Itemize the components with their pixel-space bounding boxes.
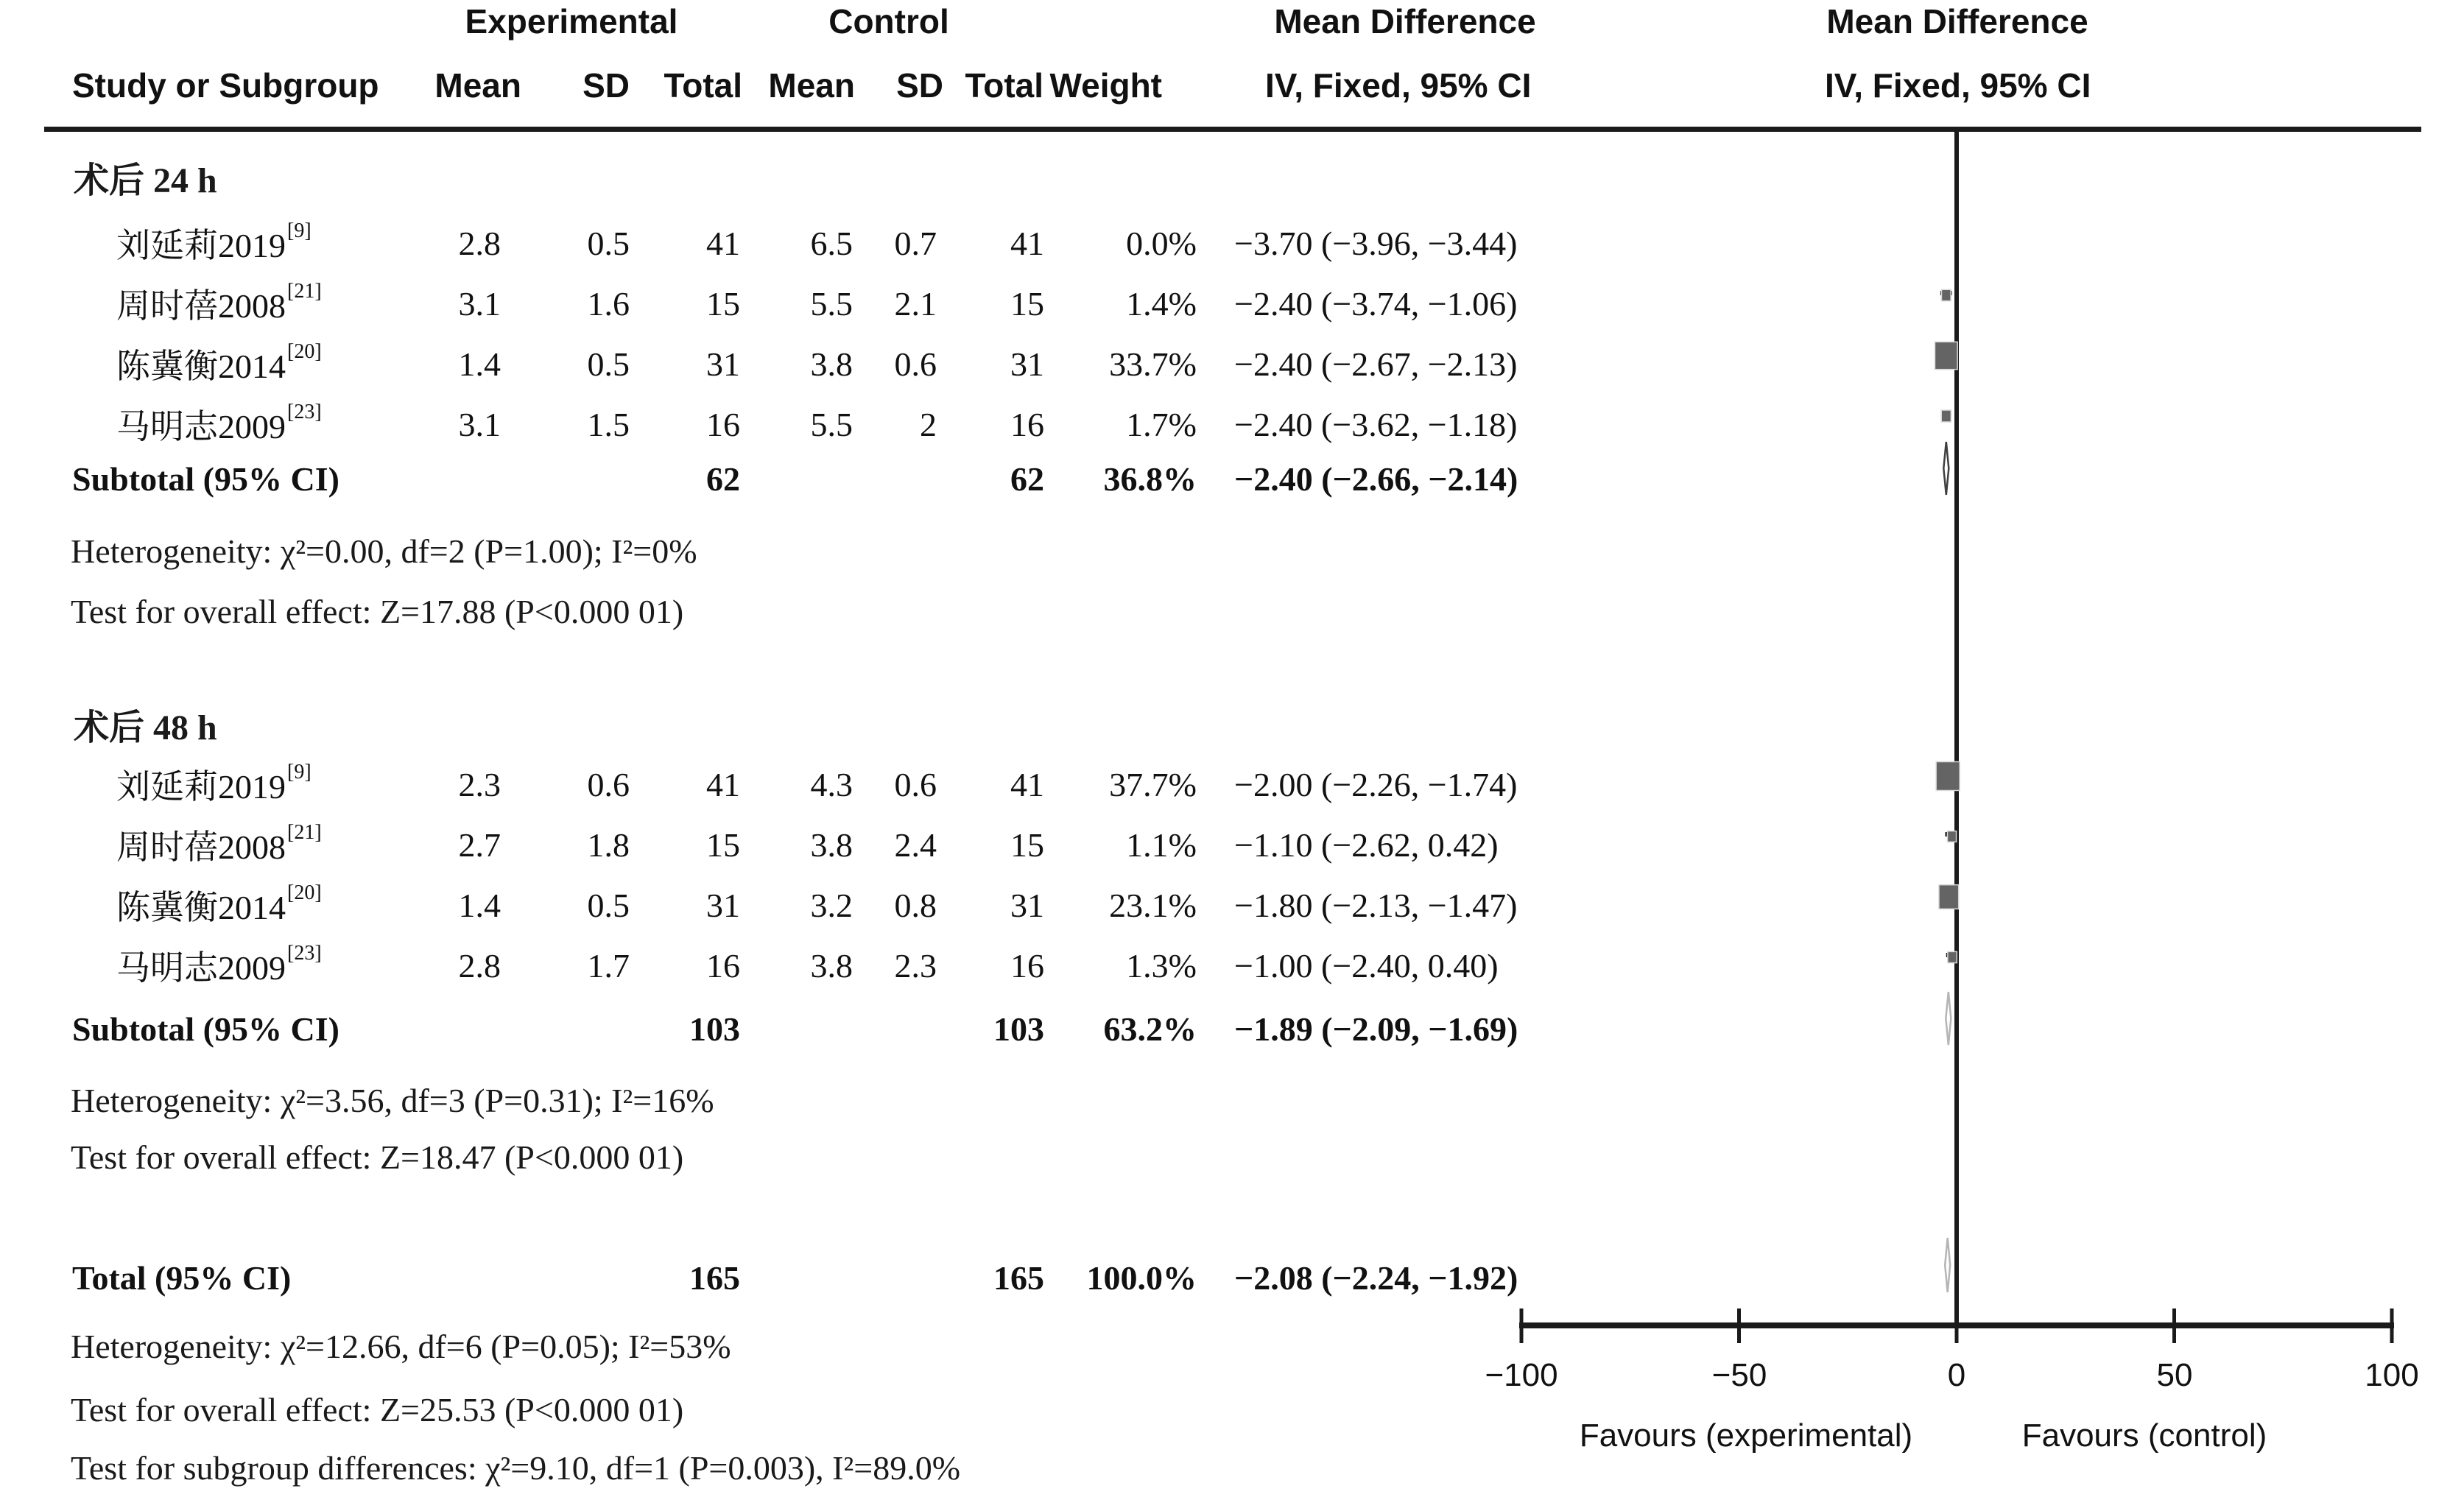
- cell-ci-text: −2.40 (−2.67, −2.13): [1234, 345, 1518, 383]
- heterogeneity-48h: Heterogeneity: χ²=3.56, df=3 (P=0.31); I²=16%: [71, 1081, 714, 1119]
- cell-ci-text: −1.80 (−2.13, −1.47): [1234, 886, 1518, 924]
- axis-tick-0: 0: [1947, 1357, 1966, 1393]
- total-total-control: 165: [993, 1258, 1044, 1297]
- cell-total-control: 16: [1010, 946, 1044, 985]
- cell-sd-control: 2.4: [894, 825, 937, 864]
- cell-sd-control: 0.6: [894, 345, 937, 383]
- cell-mean-experimental: 3.1: [458, 405, 501, 443]
- effect-square: [1942, 289, 1951, 300]
- cell-sd-control: 2.3: [894, 946, 937, 985]
- subtotal-label: Subtotal (95% CI): [72, 459, 339, 498]
- reference-superscript: [23]: [287, 942, 322, 965]
- cell-weight: 37.7%: [1109, 765, 1197, 803]
- column-group-control: Control: [828, 2, 949, 40]
- subtotal-ci-text: −2.40 (−2.66, −2.14): [1234, 459, 1518, 498]
- cell-sd-experimental: 0.5: [587, 886, 630, 924]
- reference-superscript: [21]: [287, 280, 322, 303]
- cell-total-control: 15: [1010, 825, 1044, 864]
- cell-sd-control: 2: [920, 405, 937, 443]
- cell-mean-experimental: 2.7: [458, 825, 501, 864]
- mean-experimental-header: Mean: [434, 66, 521, 105]
- cell-mean-experimental: 1.4: [458, 345, 501, 383]
- study-label: 陈冀衡2014 [20]: [116, 340, 322, 385]
- cell-ci-text: −3.70 (−3.96, −3.44): [1234, 224, 1518, 262]
- cell-sd-experimental: 0.5: [587, 345, 630, 383]
- cell-weight: 33.7%: [1109, 345, 1197, 383]
- cell-total-control: 15: [1010, 284, 1044, 323]
- cell-sd-control: 0.6: [894, 765, 937, 803]
- weight-header: Weight: [1049, 66, 1162, 105]
- column-group-experimental: Experimental: [465, 2, 678, 40]
- study-label: 周时蓓2008 [21]: [116, 280, 322, 325]
- axis-tick-minus50: −50: [1711, 1357, 1767, 1393]
- cell-ci-text: −2.40 (−3.62, −1.18): [1234, 405, 1518, 443]
- cell-weight: 23.1%: [1109, 886, 1197, 924]
- total-diamond: [1945, 1238, 1950, 1292]
- cell-ci-text: −1.10 (−2.62, 0.42): [1234, 825, 1499, 864]
- total-ci-text: −2.08 (−2.24, −1.92): [1234, 1258, 1518, 1297]
- cell-total-control: 31: [1010, 886, 1044, 924]
- cell-mean-control: 4.3: [810, 765, 853, 803]
- study-label: 马明志2009 [23]: [116, 942, 322, 987]
- cell-total-control: 16: [1010, 405, 1044, 443]
- heterogeneity-total: Heterogeneity: χ²=12.66, df=6 (P=0.05); I²=53%: [71, 1327, 731, 1365]
- study-label: 刘延莉2019 [9]: [116, 219, 311, 264]
- study-label: 陈冀衡2014 [20]: [116, 881, 322, 926]
- subtotal-total-control: 103: [993, 1010, 1044, 1048]
- sd-experimental-header: SD: [582, 66, 630, 105]
- heterogeneity-24h: Heterogeneity: χ²=0.00, df=2 (P=1.00); I²=0%: [71, 532, 697, 570]
- iv-fixed-ci-header-left: IV, Fixed, 95% CI: [1265, 66, 1532, 105]
- axis-tick-mark: [1737, 1308, 1741, 1343]
- cell-sd-experimental: 1.5: [587, 405, 630, 443]
- subtotal-total-experimental: 62: [706, 459, 740, 498]
- cell-sd-experimental: 1.8: [587, 825, 630, 864]
- cell-total-experimental: 41: [706, 765, 740, 803]
- overall-effect-24h: Test for overall effect: Z=17.88 (P<0.000 01): [71, 592, 684, 630]
- cell-total-experimental: 16: [706, 946, 740, 985]
- subgroup-heading-24h: 术后 24 h: [74, 161, 217, 200]
- zero-line: [1954, 132, 1959, 1325]
- cell-sd-control: 0.7: [894, 224, 937, 262]
- cell-ci-text: −2.40 (−3.74, −1.06): [1234, 284, 1518, 323]
- cell-sd-experimental: 1.6: [587, 284, 630, 323]
- reference-superscript: [20]: [287, 881, 322, 904]
- cell-mean-control: 3.8: [810, 946, 853, 985]
- cell-weight: 1.1%: [1126, 825, 1197, 864]
- total-experimental-header: Total: [663, 66, 742, 105]
- subtotal-total-experimental: 103: [689, 1010, 740, 1048]
- axis-tick-mark: [2172, 1308, 2176, 1343]
- subtotal-ci-text: −1.89 (−2.09, −1.69): [1234, 1010, 1518, 1048]
- mean-difference-header-right: Mean Difference: [1826, 2, 2088, 40]
- reference-superscript: [20]: [287, 340, 322, 363]
- effect-square: [1947, 831, 1956, 842]
- reference-superscript: [9]: [287, 219, 311, 242]
- study-or-subgroup-header: Study or Subgroup: [72, 66, 379, 105]
- total-control-header: Total: [965, 66, 1043, 105]
- cell-sd-experimental: 0.5: [587, 224, 630, 262]
- axis-tick-50: 50: [2156, 1357, 2193, 1393]
- subtotal-weight: 63.2%: [1103, 1010, 1197, 1048]
- cell-ci-text: −2.00 (−2.26, −1.74): [1234, 765, 1518, 803]
- cell-weight: 1.3%: [1126, 946, 1197, 985]
- cell-total-experimental: 31: [706, 345, 740, 383]
- cell-sd-control: 2.1: [894, 284, 937, 323]
- cell-mean-experimental: 2.3: [458, 765, 501, 803]
- cell-total-control: 41: [1010, 224, 1044, 262]
- subtotal-total-control: 62: [1010, 459, 1044, 498]
- subgroup-heading-48h: 术后 48 h: [74, 708, 217, 747]
- axis-tick-minus100: −100: [1485, 1357, 1558, 1393]
- mean-difference-header-left: Mean Difference: [1274, 2, 1536, 40]
- total-label: Total (95% CI): [72, 1258, 292, 1297]
- subgroup-differences: Test for subgroup differences: χ²=9.10, df=1 (P=0.003), I²=89.0%: [71, 1448, 961, 1487]
- axis-tick-mark: [1955, 1308, 1959, 1343]
- favours-experimental-label: Favours (experimental): [1579, 1417, 1913, 1454]
- cell-total-experimental: 41: [706, 224, 740, 262]
- effect-square: [1939, 885, 1959, 909]
- cell-total-control: 31: [1010, 345, 1044, 383]
- cell-mean-experimental: 2.8: [458, 946, 501, 985]
- cell-sd-experimental: 1.7: [587, 946, 630, 985]
- reference-superscript: [21]: [287, 821, 322, 844]
- mean-control-header: Mean: [768, 66, 855, 105]
- cell-weight: 0.0%: [1126, 224, 1197, 262]
- cell-mean-control: 6.5: [810, 224, 853, 262]
- cell-mean-control: 3.2: [810, 886, 853, 924]
- cell-mean-control: 5.5: [810, 405, 853, 443]
- cell-total-experimental: 15: [706, 284, 740, 323]
- sd-control-header: SD: [896, 66, 943, 105]
- cell-ci-text: −1.00 (−2.40, 0.40): [1234, 946, 1499, 985]
- overall-effect-total: Test for overall effect: Z=25.53 (P<0.000 01): [71, 1390, 684, 1429]
- overall-effect-48h: Test for overall effect: Z=18.47 (P<0.000 01): [71, 1138, 684, 1176]
- axis-tick-mark: [1520, 1308, 1524, 1343]
- favours-control-label: Favours (control): [2021, 1417, 2267, 1454]
- subtotal-diamond: [1943, 442, 1949, 495]
- reference-superscript: [23]: [287, 401, 322, 423]
- study-label: 马明志2009 [23]: [116, 401, 322, 445]
- effect-square: [1936, 762, 1960, 791]
- cell-total-experimental: 16: [706, 405, 740, 443]
- total-weight: 100.0%: [1086, 1258, 1197, 1297]
- cell-mean-control: 5.5: [810, 284, 853, 323]
- cell-weight: 1.7%: [1126, 405, 1197, 443]
- cell-mean-experimental: 1.4: [458, 886, 501, 924]
- cell-sd-control: 0.8: [894, 886, 937, 924]
- cell-mean-control: 3.8: [810, 825, 853, 864]
- iv-fixed-ci-header-right: IV, Fixed, 95% CI: [1825, 66, 2091, 105]
- cell-weight: 1.4%: [1126, 284, 1197, 323]
- cell-total-experimental: 31: [706, 886, 740, 924]
- axis-tick-100: 100: [2365, 1357, 2419, 1393]
- reference-superscript: [9]: [287, 761, 311, 783]
- cell-mean-experimental: 3.1: [458, 284, 501, 323]
- study-label: 刘延莉2019 [9]: [116, 761, 311, 806]
- total-total-experimental: 165: [689, 1258, 740, 1297]
- effect-square: [1948, 951, 1957, 962]
- axis-tick-mark: [2390, 1308, 2394, 1343]
- cell-total-control: 41: [1010, 765, 1044, 803]
- cell-mean-experimental: 2.8: [458, 224, 501, 262]
- study-label: 周时蓓2008 [21]: [116, 821, 322, 866]
- cell-total-experimental: 15: [706, 825, 740, 864]
- subtotal-label: Subtotal (95% CI): [72, 1010, 339, 1048]
- effect-square: [1941, 410, 1951, 422]
- cell-sd-experimental: 0.6: [587, 765, 630, 803]
- cell-mean-control: 3.8: [810, 345, 853, 383]
- subtotal-diamond: [1946, 992, 1951, 1045]
- subtotal-weight: 36.8%: [1103, 459, 1197, 498]
- effect-square: [1935, 342, 1957, 369]
